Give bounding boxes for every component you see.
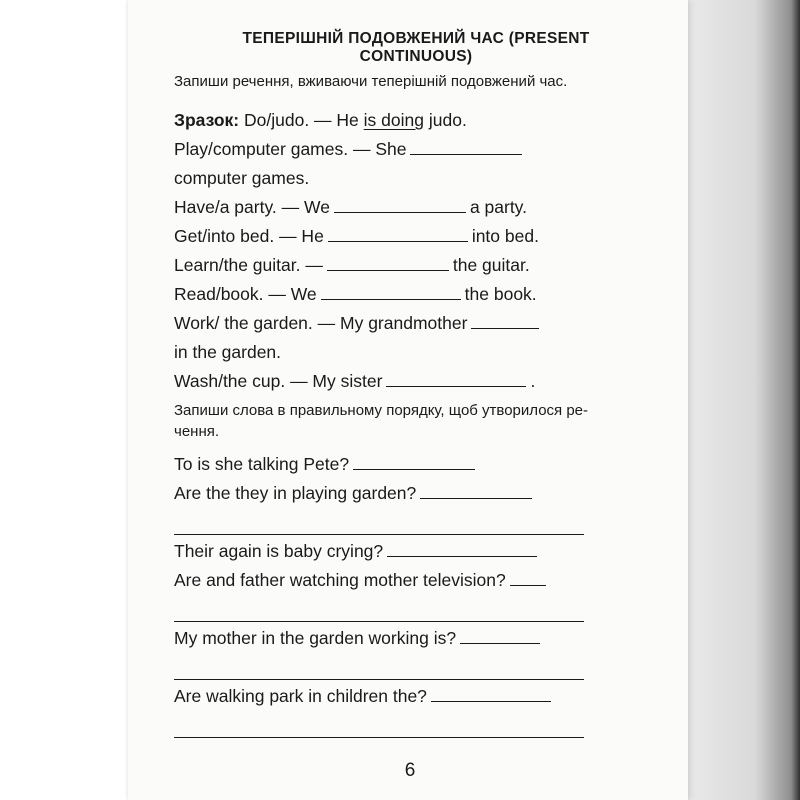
exercise-6-text: Work/ the garden. — My grandmother <box>174 313 468 333</box>
scramble-blank-3[interactable] <box>387 540 537 557</box>
exercise-line-1 <box>174 135 674 164</box>
scramble-blank-5[interactable] <box>460 627 540 644</box>
answer-blank-1[interactable] <box>410 138 522 155</box>
example-line <box>174 106 674 135</box>
exercise-line-6b <box>174 338 674 367</box>
scramble-2-text: Are the they in playing garden? <box>174 483 417 503</box>
answer-blank-2[interactable] <box>334 196 466 213</box>
example-answer: is doing <box>363 110 424 130</box>
exercise-line-5 <box>174 280 674 309</box>
exercise-line-2 <box>174 193 674 222</box>
exercise-line-6 <box>174 309 674 338</box>
example-prompt: Do/judo. — He <box>244 110 359 130</box>
scramble-3-text: Their again is baby crying? <box>174 541 384 561</box>
scramble-blank-4b[interactable] <box>174 605 584 622</box>
worksheet-content <box>174 30 674 740</box>
scramble-blank-2b[interactable] <box>174 518 584 535</box>
exercise-line-3 <box>174 222 674 251</box>
scramble-line-6 <box>174 682 674 711</box>
task2-instruction-line2: чення. <box>174 423 220 440</box>
scramble-blank-6[interactable] <box>431 685 551 702</box>
scramble-blank-6b[interactable] <box>174 721 584 738</box>
answer-blank-7[interactable] <box>386 370 526 387</box>
page-title: ТЕПЕРІШНІЙ ПОДОВЖЕНИЙ ЧАС (PRESENT CONTINUOUS) <box>242 30 590 65</box>
exercise-line-7 <box>174 367 674 396</box>
scramble-1-text: To is she talking Pete? <box>174 454 350 474</box>
scramble-line-4 <box>174 566 674 595</box>
task1-instruction: Запиши речення, вживаючи теперішній подовжений час. <box>174 73 568 90</box>
answer-blank-4[interactable] <box>327 254 449 271</box>
scramble-6-text: Are walking park in children the? <box>174 686 427 706</box>
exercise-5-text: Read/book. — We <box>174 284 317 304</box>
exercise-6-text-cont: in the garden. <box>174 342 282 362</box>
exercise-5-tail: the book. <box>464 284 537 304</box>
scramble-line-4b <box>174 595 674 624</box>
scramble-line-1 <box>174 450 674 479</box>
scramble-line-2b <box>174 508 674 537</box>
scramble-line-5b <box>174 653 674 682</box>
answer-blank-3[interactable] <box>328 225 468 242</box>
exercise-2-tail: a party. <box>469 197 528 217</box>
scramble-5-text: My mother in the garden working is? <box>174 628 457 648</box>
exercise-7-tail: . <box>530 371 536 391</box>
scramble-blank-2[interactable] <box>420 482 532 499</box>
scramble-line-2 <box>174 479 674 508</box>
scramble-line-3 <box>174 537 674 566</box>
exercise-line-1b <box>174 164 674 193</box>
answer-blank-5[interactable] <box>321 283 461 300</box>
exercise-2-text: Have/a party. — We <box>174 197 330 217</box>
scramble-line-5 <box>174 624 674 653</box>
exercise-7-text: Wash/the cup. — My sister <box>174 371 383 391</box>
exercise-line-4 <box>174 251 674 280</box>
exercise-1-text-cont: computer games. <box>174 168 310 188</box>
scramble-blank-1[interactable] <box>353 453 475 470</box>
exercise-3-tail: into bed. <box>471 226 539 246</box>
task2-instruction-line1: Запиши слова в правильному порядку, щоб утворилося ре- <box>174 402 589 419</box>
scramble-blank-4[interactable] <box>510 569 546 586</box>
exercise-3-text: Get/into bed. — He <box>174 226 324 246</box>
exercise-4-tail: the guitar. <box>452 255 530 275</box>
scramble-4-text: Are and father watching mother television? <box>174 570 506 590</box>
exercise-1-text: Play/computer games. — She <box>174 139 407 159</box>
task2-instruction <box>174 400 614 442</box>
scramble-line-6b <box>174 711 674 740</box>
scramble-blank-5b[interactable] <box>174 663 584 680</box>
exercise-4-text: Learn/the guitar. — <box>174 255 323 275</box>
page-number: 6 <box>404 760 416 781</box>
answer-blank-6[interactable] <box>471 312 539 329</box>
example-tail: judo. <box>428 110 467 130</box>
example-label: Зразок: <box>174 110 240 130</box>
page-edge-shadow <box>688 0 800 800</box>
